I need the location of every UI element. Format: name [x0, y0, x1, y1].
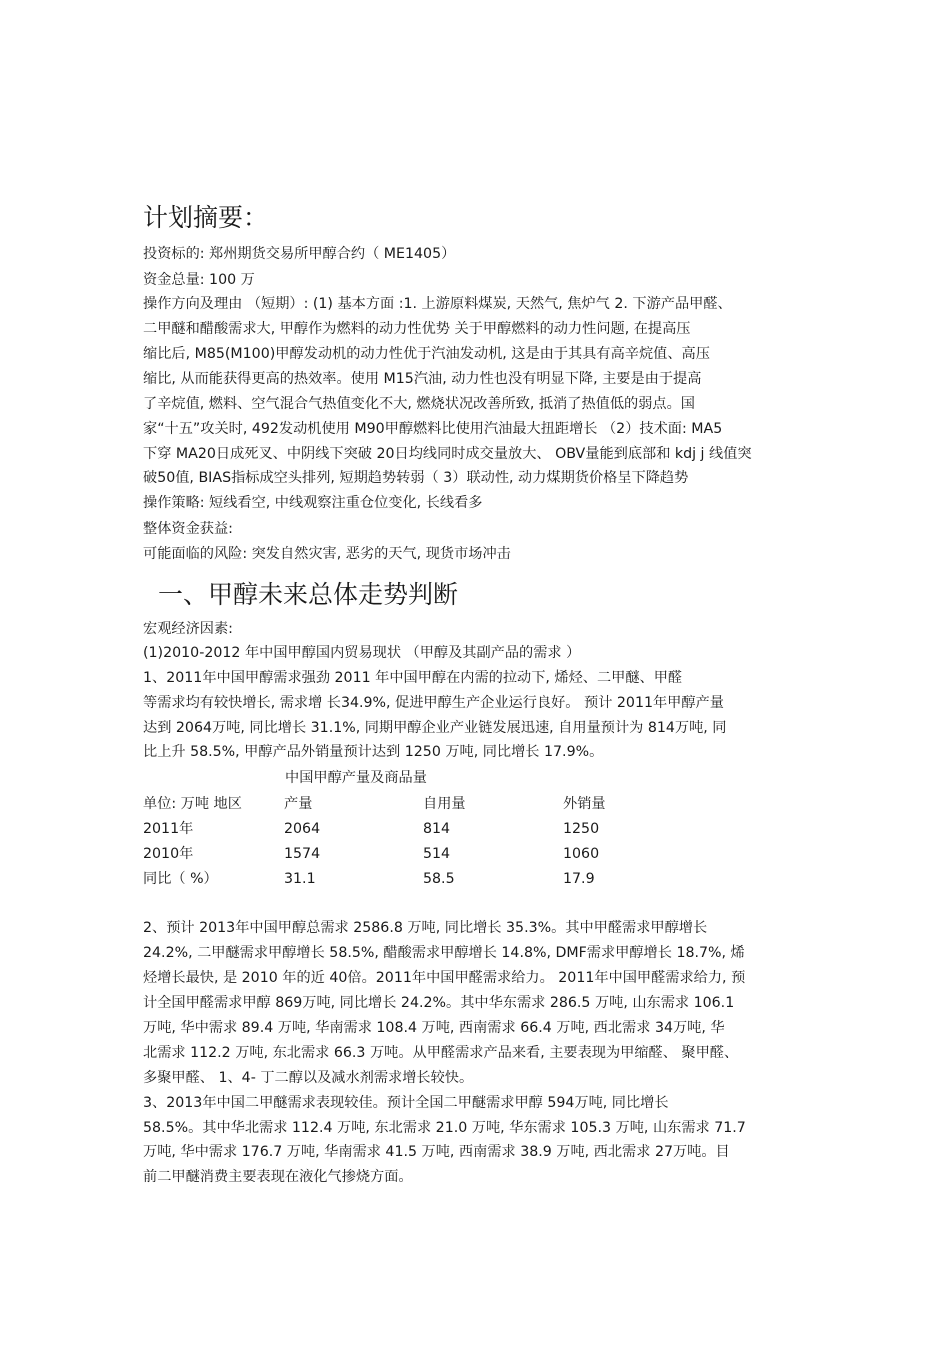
- table-caption: 中国甲醇产量及商品量: [285, 770, 427, 786]
- summary-line: 了辛烷值, 燃料、空气混合气热值变化不大, 燃烧状况改善所致, 抵消了热值低的弱点。国: [143, 396, 695, 412]
- table-cell: 2064: [284, 821, 321, 837]
- table-cell: 514: [423, 846, 451, 862]
- body-line: 等需求均有较快增长, 需求增 长34.9%, 促进甲醇生产企业运行良好。 预计 2011年甲醇产量: [143, 695, 724, 711]
- table-cell: 17.9: [563, 871, 595, 887]
- summary-line: 整体资金获益:: [143, 521, 233, 537]
- section-heading: 一、甲醇未来总体走势判断: [158, 580, 459, 609]
- body-line: 比上升 58.5%, 甲醇产品外销量预计达到 1250 万吨, 同比增长 17.9%。: [143, 744, 604, 760]
- body-line: 北需求 112.2 万吨, 东北需求 66.3 万吨。从甲醛需求产品来看, 主要表现为甲缩醛、 聚甲醛、: [143, 1045, 739, 1061]
- summary-line: 投资标的: 郑州期货交易所甲醇合约（ ME1405）: [143, 246, 456, 262]
- body-line: (1)2010-2012 年中国甲醇国内贸易现状 （甲醇及其副产品的需求 ）: [143, 645, 581, 661]
- summary-line: 缩比, 从而能获得更高的热效率。使用 M15汽油, 动力性也没有明显下降, 主要是由于提高: [143, 371, 702, 387]
- body-line: 58.5%。其中华北需求 112.4 万吨, 东北需求 21.0 万吨, 华东需求 105.3 万吨, 山东需求 71.7: [143, 1120, 746, 1136]
- body-line: 万吨, 华中需求 89.4 万吨, 华南需求 108.4 万吨, 西南需求 66.4 万吨, 西北需求 34万吨, 华: [143, 1020, 725, 1036]
- table-cell: 31.1: [284, 871, 316, 887]
- table-header-region: 单位: 万吨 地区: [143, 796, 242, 812]
- summary-title: 计划摘要：: [143, 203, 269, 232]
- summary-line: 操作方向及理由 （短期）: (1) 基本方面 :1. 上游原料煤炭, 天然气, 焦炉气 2. 下游产品甲醛、: [143, 296, 732, 312]
- table-row-label: 2010年: [143, 846, 194, 862]
- body-line: 3、2013年中国二甲醚需求表现较佳。预计全国二甲醚需求甲醇 594万吨, 同比增长: [143, 1095, 669, 1111]
- summary-line: 缩比后, M85(M100)甲醇发动机的动力性优于汽油发动机, 这是由于其具有高辛烷值、高压: [143, 346, 710, 362]
- body-line: 前二甲醚消费主要表现在液化气掺烧方面。: [143, 1169, 413, 1185]
- body-line: 多聚甲醛、 1、4- 丁二醇以及减水剂需求增长较快。: [143, 1070, 474, 1086]
- body-line: 1、2011年中国甲醇需求强劲 2011 年中国甲醇在内需的拉动下, 烯烃、二甲醚、甲醛: [143, 670, 683, 686]
- summary-line: 操作策略: 短线看空, 中线观察注重仓位变化, 长线看多: [143, 495, 483, 511]
- table-cell: 814: [423, 821, 451, 837]
- summary-line: 下穿 MA20日成死叉、中阴线下突破 20日均线同时成交量放大、 OBV量能到底部和 kdj j 线值突: [143, 446, 752, 462]
- summary-line: 破50值, BIAS指标成空头排列, 短期趋势转弱（ 3）联动性, 动力煤期货价格呈下降趋势: [143, 470, 689, 486]
- body-line: 24.2%, 二甲醚需求甲醇增长 58.5%, 醋酸需求甲醇增长 14.8%, DMF需求甲醇增长 18.7%, 烯: [143, 945, 745, 961]
- summary-line: 可能面临的风险: 突发自然灾害, 恶劣的天气, 现货市场冲击: [143, 546, 511, 562]
- body-line: 烃增长最快, 是 2010 年的近 40倍。2011年中国甲醛需求给力。 2011年中国甲醛需求给力, 预: [143, 970, 746, 986]
- body-line: 2、预计 2013年中国甲醇总需求 2586.8 万吨, 同比增长 35.3%。其中甲醛需求甲醇增长: [143, 920, 708, 936]
- summary-line: 二甲醚和醋酸需求大, 甲醇作为燃料的动力性优势 关于甲醇燃料的动力性问题, 在提高压: [143, 321, 691, 337]
- table-cell: 1574: [284, 846, 321, 862]
- table-header-external: 外销量: [563, 796, 606, 812]
- summary-line: 资金总量: 100 万: [143, 272, 255, 288]
- table-cell: 58.5: [423, 871, 455, 887]
- table-header-selfuse: 自用量: [423, 796, 466, 812]
- table-cell: 1250: [563, 821, 600, 837]
- summary-line: 家“十五”攻关时, 492发动机使用 M90甲醇燃料比使用汽油最大扭距增长 （2）技术面: MA5: [143, 421, 723, 437]
- body-line: 计全国甲醛需求甲醇 869万吨, 同比增长 24.2%。其中华东需求 286.5 万吨, 山东需求 106.1: [143, 995, 735, 1011]
- table-header-output: 产量: [284, 796, 313, 812]
- table-row-label: 2011年: [143, 821, 194, 837]
- body-line: 宏观经济因素:: [143, 621, 233, 637]
- body-line: 达到 2064万吨, 同比增长 31.1%, 同期甲醇企业产业链发展迅速, 自用量预计为 814万吨, 同: [143, 720, 727, 736]
- table-row-label: 同比（ %）: [143, 871, 218, 887]
- table-cell: 1060: [563, 846, 600, 862]
- body-line: 万吨, 华中需求 176.7 万吨, 华南需求 41.5 万吨, 西南需求 38.9 万吨, 西北需求 27万吨。目: [143, 1144, 730, 1160]
